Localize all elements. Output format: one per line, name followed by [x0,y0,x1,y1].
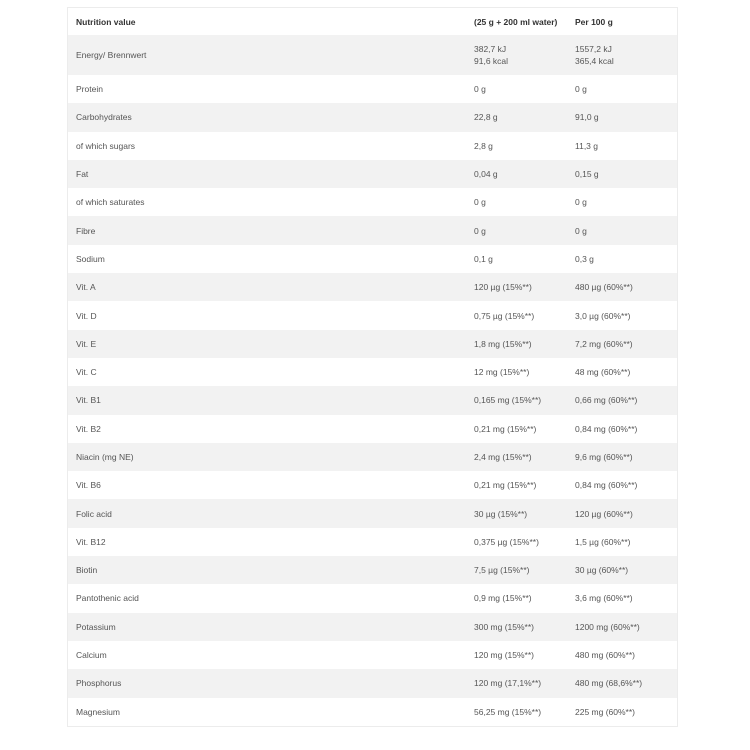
nutrient-name: Phosphorus [76,678,122,689]
serving-value: 120 mg (17,1%**) [474,678,542,689]
table-row [68,698,677,726]
serving-value: 30 µg (15%**) [474,508,528,519]
table-row [68,35,677,75]
per-100g-value: 0 g [575,225,587,236]
table-row [68,75,677,103]
nutrient-name: Pantothenic acid [76,593,139,604]
per-100g-value: 3,6 mg (60%**) [575,593,633,604]
table-row [68,499,677,527]
per-100g-value [567,35,677,75]
serving-value: 22,8 g [474,112,498,123]
serving-kj: 382,7 kJ [474,44,507,54]
per-100g-value: 7,2 mg (60%**) [575,338,633,349]
nutrient-name: Protein [76,84,103,95]
nutrient-name: Vit. B6 [76,480,101,491]
table-row [68,132,677,160]
nutrient-name: Vit. B12 [76,536,106,547]
header-nutrition-value: Nutrition value [68,8,466,35]
serving-value: 0 g [474,84,486,95]
nutrient-name: of which saturates [76,197,145,208]
table-row [68,556,677,584]
nutrient-name: Vit. C [76,367,97,378]
nutrient-name: Energy/ Brennwert [76,50,147,60]
header-row [68,8,677,35]
serving-value: 0,165 mg (15%**) [474,395,542,406]
serving-value [466,35,567,75]
nutrient-name: Niacin (mg NE) [76,452,134,462]
per-100g-value: 0,84 mg (60%**) [575,423,638,434]
table-row [68,301,677,329]
serving-value: 2,8 g [474,140,493,151]
serving-value: 7,5 µg (15%**) [474,565,530,576]
per-100g-value: 1200 mg (60%**) [575,621,640,632]
table-row [68,669,677,697]
per-100g-kcal: 365,4 kcal [575,56,614,66]
nutrient-name: Sodium [76,253,105,264]
per-100g-value: 480 µg (60%**) [575,282,633,293]
table-row [68,245,677,273]
nutrient-name: Biotin [76,565,98,576]
table-row [68,330,677,358]
nutrient-name: Fibre [76,225,96,236]
serving-value: 0 g [474,225,486,236]
table-row [68,358,677,386]
table-row [68,471,677,499]
nutrient-name: Vit. B1 [76,395,101,406]
per-100g-value: 0,66 mg (60%**) [575,395,638,406]
header-per-100g: Per 100 g [567,8,677,35]
nutrient-name: Magnesium [76,706,120,717]
nutrient-name: Fat [76,169,89,180]
table-body [68,35,677,726]
table-row [68,584,677,612]
table-row [68,160,677,188]
serving-value: 12 mg (15%**) [474,367,530,378]
per-100g-value: 48 mg (60%**) [575,367,631,378]
table-row [68,386,677,414]
serving-value: 120 mg (15%**) [474,650,535,661]
table-row [68,273,677,301]
serving-kcal: 91,6 kcal [474,56,509,66]
nutrient-name: Vit. D [76,310,97,321]
nutrition-table-container [67,7,678,727]
serving-value: 0,375 µg (15%**) [474,536,539,547]
table-row [68,443,677,471]
serving-value: 56,25 mg (15%**) [474,706,542,717]
per-100g-value: 11,3 g [575,140,599,151]
nutrient-name: Vit. E [76,338,97,349]
serving-value: 0,75 µg (15%**) [474,310,535,321]
per-100g-kj: 1557,2 kJ [575,44,612,54]
nutrient-name: Calcium [76,650,107,661]
per-100g-value: 0 g [575,84,587,95]
per-100g-value: 3,0 µg (60%**) [575,310,631,321]
per-100g-value: 91,0 g [575,112,599,123]
nutrient-name: Vit. A [76,282,96,293]
nutrient-name: of which sugars [76,140,136,151]
table-row [68,216,677,244]
serving-value: 2,4 mg (15%**) [474,452,532,462]
serving-value: 300 mg (15%**) [474,621,535,632]
header-serving: (25 g + 200 ml water) [466,8,567,35]
serving-value: 0,21 mg (15%**) [474,423,537,434]
per-100g-value: 30 µg (60%**) [575,565,629,576]
table-header [68,8,677,35]
table-row [68,103,677,131]
nutrient-name: Vit. B2 [76,423,101,434]
table-row [68,415,677,443]
per-100g-value: 225 mg (60%**) [575,706,636,717]
per-100g-value: 1,5 µg (60%**) [575,536,631,547]
serving-value: 0,9 mg (15%**) [474,593,532,604]
table-row [68,613,677,641]
per-100g-value: 9,6 mg (60%**) [575,452,633,462]
per-100g-value: 480 mg (68,6%**) [575,678,643,689]
table-row [68,641,677,669]
table-row [68,188,677,216]
serving-value: 0 g [474,197,486,208]
serving-value: 0,04 g [474,169,498,180]
nutrient-name: Potassium [76,621,116,632]
serving-value: 0,21 mg (15%**) [474,480,537,491]
per-100g-value: 0 g [575,197,587,208]
table-row [68,528,677,556]
per-100g-value: 0,84 mg (60%**) [575,480,638,491]
serving-value: 120 µg (15%**) [474,282,532,293]
serving-value: 1,8 mg (15%**) [474,338,532,349]
per-100g-value: 120 µg (60%**) [575,508,633,519]
nutrition-table [68,8,677,726]
per-100g-value: 0,3 g [575,253,594,264]
nutrient-name: Carbohydrates [76,112,132,123]
nutrient-name: Folic acid [76,508,112,519]
per-100g-value: 0,15 g [575,169,599,180]
serving-value: 0,1 g [474,253,493,264]
per-100g-value: 480 mg (60%**) [575,650,636,661]
